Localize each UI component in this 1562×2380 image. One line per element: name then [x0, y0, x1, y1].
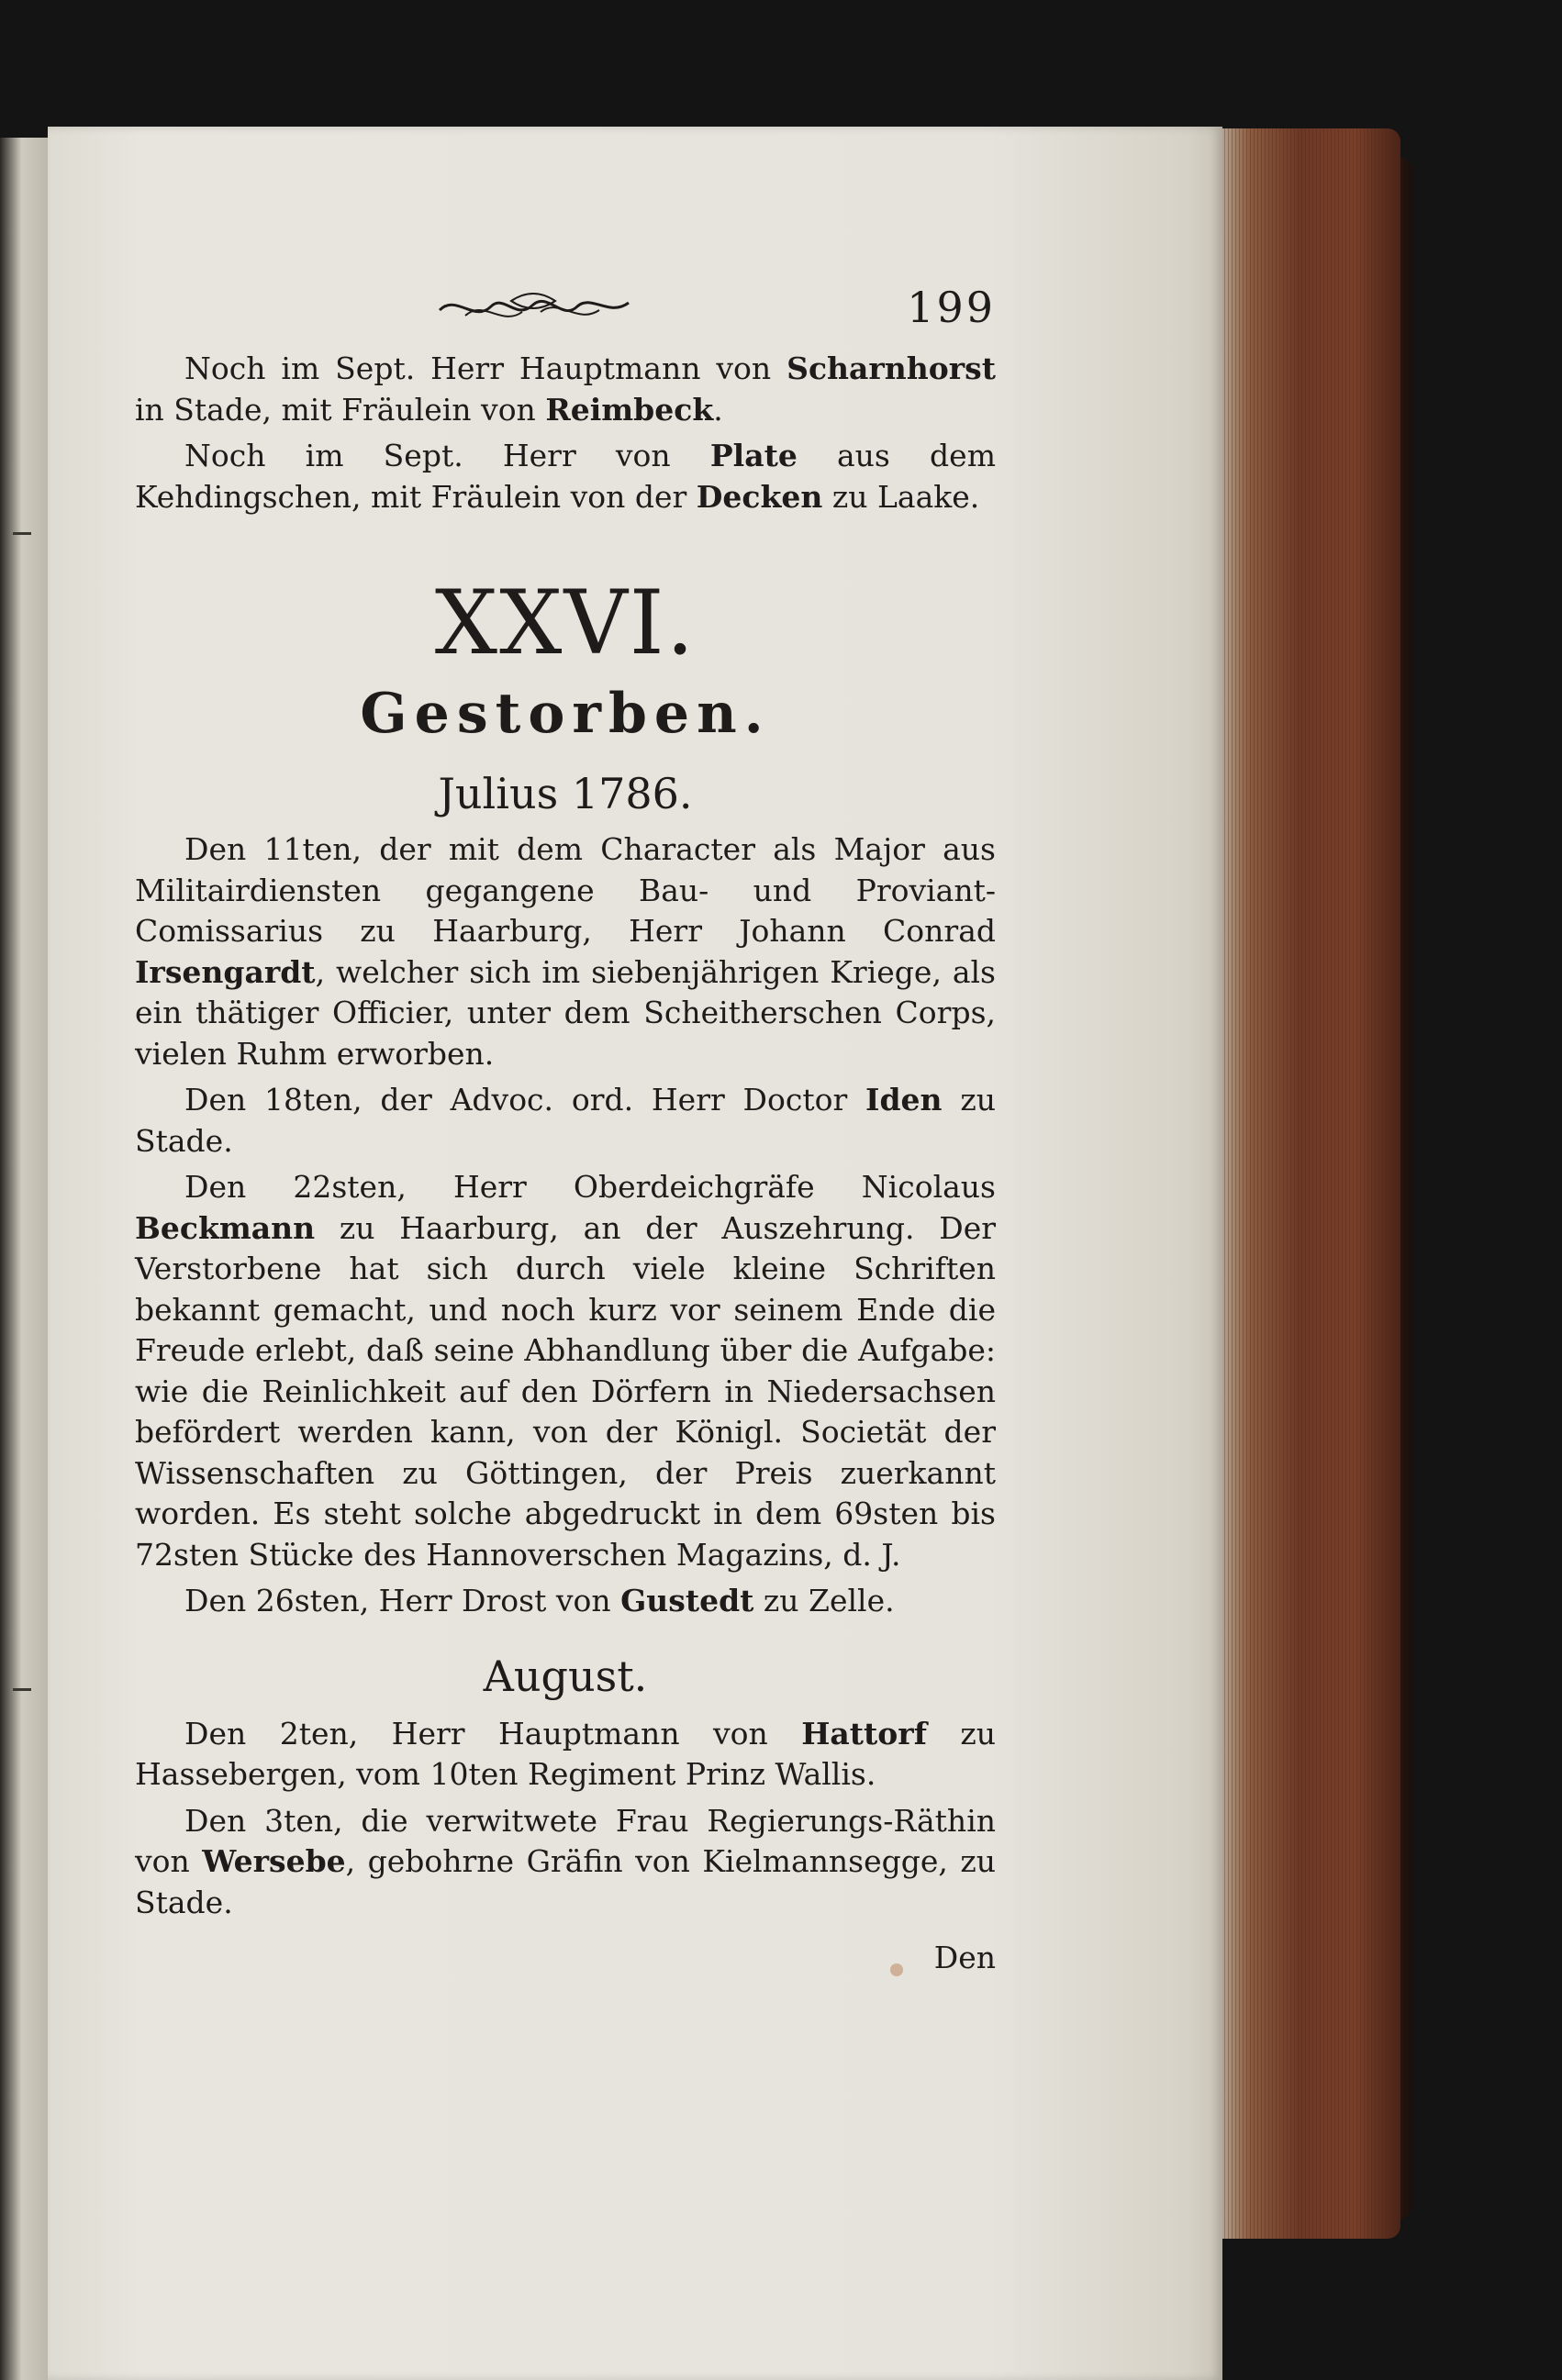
- running-header: [135, 266, 996, 349]
- surname: Iden: [865, 1082, 943, 1118]
- month-heading: Julius 1786.: [438, 769, 693, 818]
- section-number: XXVI.: [434, 572, 697, 674]
- entry-text: Den 3ten, die verwitwete Frau Regierungs-Räthin von: [135, 1802, 996, 1879]
- death-entry: [135, 1714, 996, 1796]
- entry-text: Den 18ten, der Advoc. ord. Herr Doctor: [184, 1082, 866, 1118]
- surname: Beckmann: [135, 1209, 316, 1246]
- entry-text: zu Hassebergen, vom 10ten Regiment Prinz Wallis.: [135, 1715, 996, 1792]
- section-title: Gestorben.: [360, 682, 771, 746]
- entry-text: Den 22sten, Herr Oberdeichgräfe Nicolaus: [184, 1169, 996, 1205]
- entry-text: zu Zelle.: [753, 1583, 895, 1618]
- entry-text: zu Laake.: [822, 478, 980, 515]
- marriage-entry: [135, 349, 996, 430]
- death-entry: [135, 1581, 996, 1622]
- entry-text: , gebohrne Gräfin von Kielmannsegge, zu Stade.: [135, 1843, 996, 1920]
- entry-text: Den 2ten, Herr Hauptmann von: [184, 1715, 802, 1752]
- entry-text: .: [713, 391, 723, 428]
- entry-text: zu Haarburg, an der Auszehrung. Der Verstorbene hat sich durch viele kleine Schriften bekannt gemacht, und noch kurz vor seinem Ende die Freude erlebt, daß seine Abhandlung über die Aufgabe: wie die Reinlichkeit auf den Dörfern in Niedersachsen befördert werden kann, von der Königl. Societät der Wissenschaften zu Göttingen, der Preis zuerkannt worden. Es steht solche abgedruckt in dem 69sten bis 72sten Stücke des Hannoverschen Magazins, d. J.: [135, 1209, 996, 1573]
- death-entry: [135, 1801, 996, 1924]
- facing-page-edge: [0, 138, 48, 2380]
- page-number: 199: [907, 283, 996, 332]
- catchword: Den: [933, 1940, 996, 1975]
- death-entry: [135, 1080, 996, 1162]
- page-text: [135, 266, 996, 1975]
- marriage-entry: [135, 436, 996, 517]
- death-entry: [135, 1167, 996, 1575]
- paper-stain: [890, 1963, 903, 1976]
- surname: Irsengardt: [135, 953, 316, 990]
- entry-text: in Stade, mit Fräulein von: [135, 391, 546, 428]
- entry-text: Noch im Sept. Herr Hauptmann von: [184, 350, 787, 386]
- surname: Decken: [696, 478, 823, 515]
- month-heading: August.: [483, 1651, 648, 1701]
- entry-text: Den 26sten, Herr Drost von: [184, 1583, 621, 1618]
- surname: Plate: [709, 438, 798, 473]
- edge-mark: [13, 532, 31, 535]
- entry-text: zu Stade.: [135, 1082, 996, 1159]
- surname: Reimbeck: [545, 391, 714, 428]
- edge-mark: [13, 1688, 31, 1691]
- surname: Wersebe: [202, 1843, 346, 1879]
- decorative-scroll-ornament-icon: [438, 284, 630, 330]
- surname: Scharnhorst: [787, 350, 996, 386]
- entry-text: Den 11ten, der mit dem Character als Major aus Militairdiensten gegangene Bau- und Proviant-Comissarius zu Haarburg, Herr Johann Conrad: [135, 831, 996, 949]
- surname: Hattorf: [801, 1715, 927, 1752]
- entry-text: , welcher sich im siebenjährigen Kriege, als ein thätiger Officier, unter dem Scheitherschen Corps, vielen Ruhm erworben.: [135, 953, 996, 1072]
- surname: Gustedt: [620, 1583, 754, 1618]
- page-block-edge: [1217, 128, 1400, 2239]
- death-entry: [135, 829, 996, 1074]
- entry-text: aus dem Kehdingschen, mit Fräulein von der: [135, 438, 996, 515]
- entry-text: Noch im Sept. Herr von: [184, 438, 710, 473]
